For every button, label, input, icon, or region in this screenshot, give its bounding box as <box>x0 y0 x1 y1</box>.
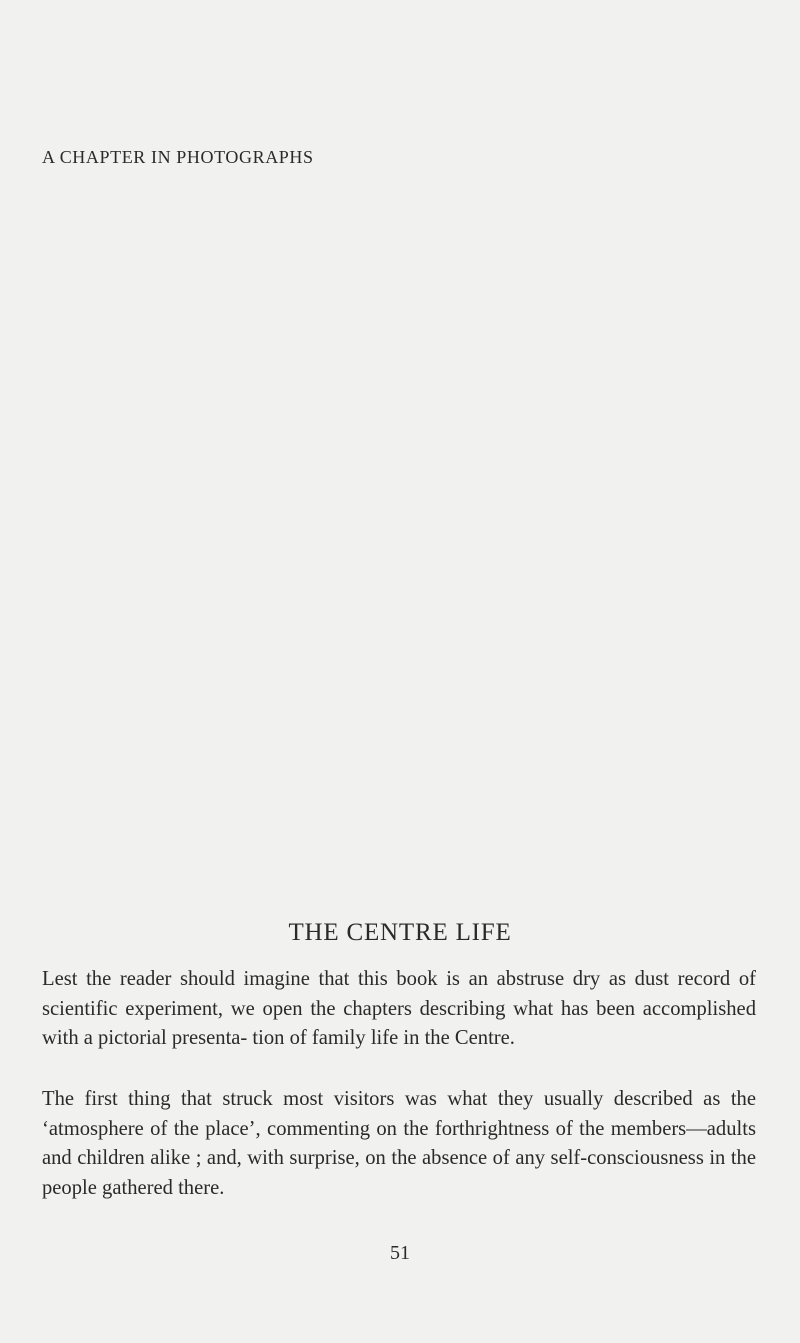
section-title: THE CENTRE LIFE <box>288 919 512 946</box>
body-paragraph-2: The first thing that struck most visitors was what they usually described as the ‘atmosphere of the place’, commenting on the forthrightness of the members—adults and children alike ; and, with surprise, on the absence of any self-consciousness in the people gathered there. <box>42 1088 756 1200</box>
body-paragraph-1: Lest the reader should imagine that this book is an abstruse dry as dust record of scientific experiment, we open the chapters describing what has been accomplished with a pictorial presenta- tion of family life in the Centre. <box>42 968 756 1050</box>
page-number: 51 <box>390 1242 410 1264</box>
running-head: A CHAPTER IN PHOTOGRAPHS <box>42 147 314 167</box>
